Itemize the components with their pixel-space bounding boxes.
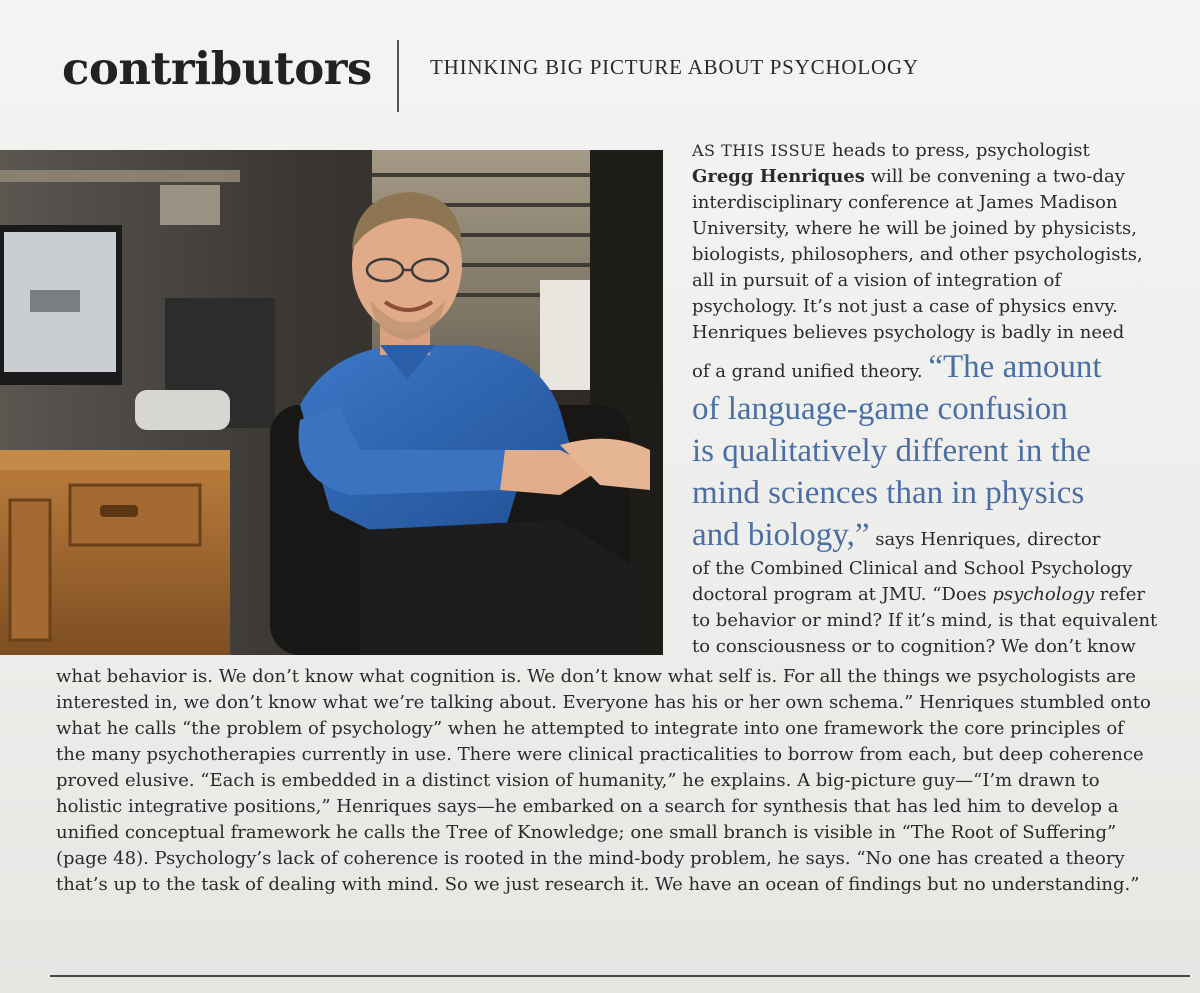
- article-line: and biology,” says Henriques, director: [692, 517, 1101, 553]
- article-line: the many psychotherapies currently in use. There were clinical practicalities to borrow from each, but deep coherence: [56, 744, 1144, 765]
- article-continuation: [56, 664, 1186, 898]
- emphasis: psychology: [992, 584, 1095, 605]
- pull-quote: is qualitatively different in the: [692, 433, 1091, 469]
- contributor-photo: [0, 150, 663, 655]
- article-line: psychology. It’s not just a case of physics envy.: [692, 296, 1118, 317]
- screen-figure: [30, 290, 80, 312]
- pull-quote: and biology,”: [692, 517, 870, 553]
- article-line: to behavior or mind? If it’s mind, is that equivalent: [692, 610, 1158, 631]
- article-line: that’s up to the task of dealing with mind. So we just research it. We have an ocean of findings but no understanding.”: [56, 874, 1140, 895]
- window-light: [540, 280, 590, 390]
- photo-illustration: [0, 150, 663, 655]
- lead-in: AS THIS ISSUE: [692, 141, 827, 160]
- desk-top: [0, 450, 230, 472]
- page-bottom-rule: [50, 975, 1190, 977]
- article-line: interested in, we don’t know what we’re talking about. Everyone has his or her own schema.” Henriques stumbled onto: [56, 692, 1151, 713]
- article-line: to consciousness or to cognition? We don’t know: [692, 636, 1136, 657]
- article-line: of the Combined Clinical and School Psychology: [692, 558, 1133, 579]
- article-line: holistic integrative positions,” Henriques says—he embarked on a search for synthesis that has led him to develop a: [56, 796, 1119, 817]
- article-line: Gregg Henriques will be convening a two-day: [692, 166, 1125, 187]
- article-line: Henriques believes psychology is badly in need: [692, 322, 1125, 343]
- article-line: interdisciplinary conference at James Madison: [692, 192, 1118, 213]
- article-line: of a grand unified theory. “The amount: [692, 349, 1102, 385]
- desk-phone: [135, 390, 230, 430]
- header-divider: [397, 40, 399, 112]
- article-kicker: THINKING BIG PICTURE ABOUT PSYCHOLOGY: [430, 55, 919, 79]
- contributor-name: Gregg Henriques: [692, 166, 865, 187]
- article-column: [692, 138, 1182, 660]
- pull-quote: of language-game confusion: [692, 391, 1068, 427]
- article-line: (page 48). Psychology’s lack of coherence is rooted in the mind-body problem, he says. “No one has created a theory: [56, 848, 1125, 869]
- pull-quote: “The amount: [928, 349, 1102, 385]
- pull-quote: mind sciences than in physics: [692, 475, 1085, 511]
- section-title: contributors: [62, 42, 372, 95]
- article-line: AS THIS ISSUE heads to press, psychologist: [692, 140, 1090, 161]
- article-line: proved elusive. “Each is embedded in a distinct vision of humanity,” he explains. A big-picture guy—“I’m drawn to: [56, 770, 1100, 791]
- article-line: unified conceptual framework he calls the Tree of Knowledge; one small branch is visible in “The Root of Suffering”: [56, 822, 1117, 843]
- article-line: doctoral program at JMU. “Does psychology refer: [692, 584, 1145, 605]
- wall-shelf: [0, 170, 240, 182]
- article-line: all in pursuit of a vision of integration of: [692, 270, 1061, 291]
- shelf-box: [160, 185, 220, 225]
- article-line: biologists, philosophers, and other psychologists,: [692, 244, 1143, 265]
- article-line: what he calls “the problem of psychology” when he attempted to integrate into one framework the core principles of: [56, 718, 1124, 739]
- article-line: University, where he will be joined by physicists,: [692, 218, 1137, 239]
- article-line: what behavior is. We don’t know what cognition is. We don’t know what self is. For all the things we psychologists are: [56, 666, 1136, 687]
